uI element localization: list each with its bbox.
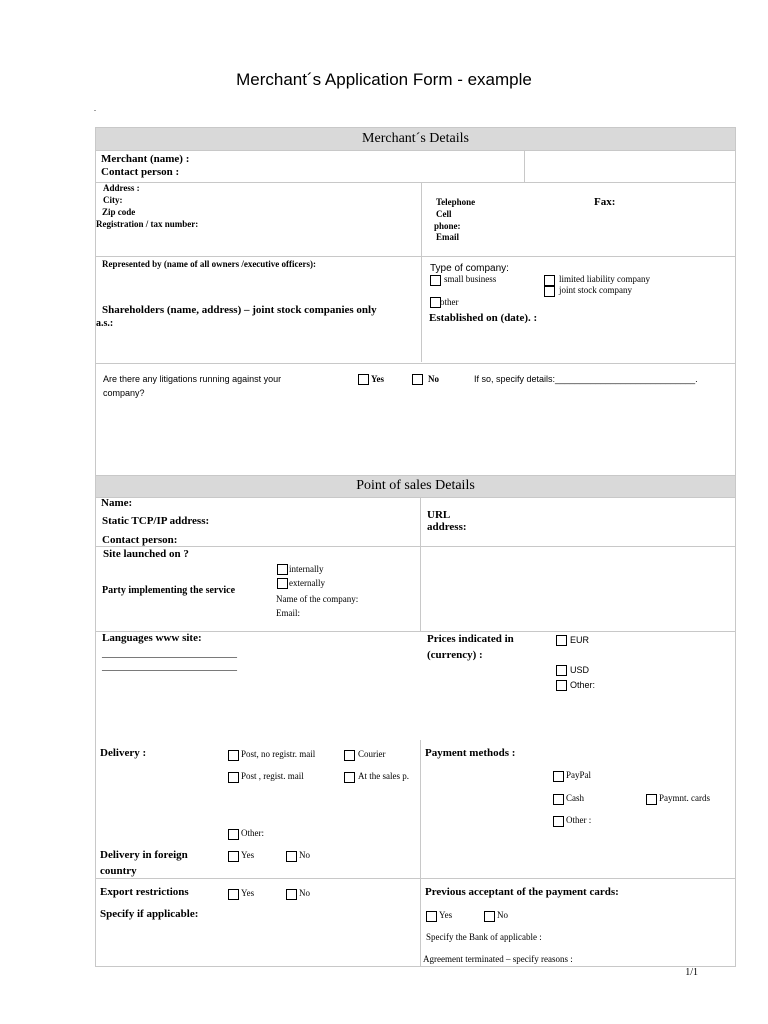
foreign-yes-checkbox[interactable] — [228, 851, 239, 862]
litigation-specify: If so, specify details:____________________________. — [474, 374, 698, 384]
litigation-yes-checkbox[interactable] — [358, 374, 369, 385]
paypal-label: PayPal — [566, 770, 592, 780]
page-title: Merchant´s Application Form - example — [236, 70, 532, 89]
small-business-checkbox[interactable] — [430, 275, 441, 286]
agreement-terminated-label: Agreement terminated – specify reasons : — [423, 954, 573, 964]
email-label: Email — [436, 232, 460, 242]
type-of-company-label: Type of company: — [430, 263, 509, 274]
delivery-label: Delivery : — [100, 747, 147, 759]
rule — [95, 467, 96, 967]
rule — [735, 467, 736, 967]
page-number: 1/1 — [685, 967, 698, 978]
jsc-label: joint stock company — [559, 285, 632, 295]
currency-label: (currency) : — [427, 649, 483, 661]
previous-no-checkbox[interactable] — [484, 911, 495, 922]
paypal-checkbox[interactable] — [553, 771, 564, 782]
previous-no-label: No — [497, 910, 508, 920]
foreign-no-checkbox[interactable] — [286, 851, 297, 862]
merchant-name-label: Merchant (name) : — [101, 153, 190, 165]
externally-checkbox[interactable] — [277, 578, 288, 589]
rule — [95, 475, 735, 476]
litigation-no-label: No — [428, 374, 439, 384]
cash-label: Cash — [566, 793, 584, 803]
rule — [95, 256, 735, 257]
litigation-yes-label: Yes — [371, 374, 384, 384]
cash-checkbox[interactable] — [553, 794, 564, 805]
small-business-label: small business — [444, 274, 497, 284]
rule — [421, 182, 422, 362]
export-no-checkbox[interactable] — [286, 889, 297, 900]
stray-dot: . — [94, 104, 96, 113]
site-launched-label: Site launched on ? — [103, 548, 189, 560]
cell-label: Cell — [436, 209, 452, 219]
foreign-yes-label: Yes — [241, 850, 255, 860]
static-ip-label: Static TCP/IP address: — [102, 515, 210, 527]
eur-label: EUR — [570, 635, 590, 645]
litigation-no-checkbox[interactable] — [412, 374, 423, 385]
previous-yes-checkbox[interactable] — [426, 911, 437, 922]
payment-methods-label: Payment methods : — [425, 747, 516, 759]
payment-other-checkbox[interactable] — [553, 816, 564, 827]
post-no-reg-label: Post, no registr. mail — [241, 749, 316, 759]
specify-bank-label: Specify the Bank of applicable : — [426, 932, 542, 942]
llc-label: limited liability company — [559, 274, 650, 284]
rule — [95, 546, 735, 547]
pos-contact-person-label: Contact person: — [102, 534, 178, 546]
telephone-label: Telephone — [436, 197, 476, 207]
prices-label: Prices indicated in — [427, 633, 514, 645]
delivery-other-label: Other: — [241, 828, 264, 838]
merchant-details-header: Merchant´s Details — [96, 128, 735, 150]
foreign-no-label: No — [299, 850, 310, 860]
rule — [420, 546, 421, 632]
url-label: URL — [427, 509, 451, 521]
languages-line-2: ___________________________ — [102, 661, 237, 672]
contact-person-label: Contact person : — [101, 166, 180, 178]
currency-other-checkbox[interactable] — [556, 680, 567, 691]
at-sales-label: At the sales p. — [358, 771, 409, 781]
rule — [95, 966, 735, 967]
languages-label: Languages www site: — [102, 632, 202, 644]
rule — [420, 740, 421, 967]
delivery-other-checkbox[interactable] — [228, 829, 239, 840]
previous-acceptant-label: Previous acceptant of the payment cards: — [425, 886, 619, 898]
rule — [524, 150, 525, 182]
courier-checkbox[interactable] — [344, 750, 355, 761]
at-sales-checkbox[interactable] — [344, 772, 355, 783]
externally-label: externally — [289, 578, 325, 588]
established-label: Established on (date). : — [429, 312, 538, 324]
litigation-question-2: company? — [103, 388, 145, 398]
payment-cards-checkbox[interactable] — [646, 794, 657, 805]
export-yes-label: Yes — [241, 888, 255, 898]
usd-label: USD — [570, 665, 590, 675]
currency-other-label: Other: — [570, 680, 596, 690]
company-name-label: Name of the company: — [276, 594, 359, 604]
rule — [95, 497, 735, 498]
phone-label: phone: — [434, 221, 461, 231]
llc-checkbox[interactable] — [544, 275, 555, 286]
post-reg-label: Post , regist. mail — [241, 771, 304, 781]
as-label: a.s.: — [96, 318, 114, 329]
rule — [95, 182, 735, 183]
usd-checkbox[interactable] — [556, 665, 567, 676]
impl-email-label: Email: — [276, 608, 300, 618]
city-label: City: — [103, 195, 123, 205]
eur-checkbox[interactable] — [556, 635, 567, 646]
registration-label: Registration / tax number: — [96, 219, 199, 229]
zip-label: Zip code — [102, 207, 136, 217]
internally-checkbox[interactable] — [277, 564, 288, 575]
rule — [95, 127, 96, 467]
previous-yes-label: Yes — [439, 910, 453, 920]
post-reg-checkbox[interactable] — [228, 772, 239, 783]
rule — [95, 150, 735, 151]
rule — [420, 497, 421, 546]
pos-name-label: Name: — [101, 497, 133, 509]
delivery-foreign-label: Delivery in foreign — [100, 849, 188, 861]
export-no-label: No — [299, 888, 310, 898]
languages-line-1: ___________________________ — [102, 648, 237, 659]
represented-by-label: Represented by (name of all owners /executive officers): — [102, 259, 317, 269]
rule — [95, 878, 735, 879]
specify-if-applicable-label: Specify if applicable: — [100, 908, 199, 920]
post-no-reg-checkbox[interactable] — [228, 750, 239, 761]
courier-label: Courier — [358, 749, 386, 759]
rule — [735, 127, 736, 467]
shareholders-label: Shareholders (name, address) – joint stock companies only — [102, 304, 377, 316]
jsc-checkbox[interactable] — [544, 286, 555, 297]
payment-cards-label: Paymnt. cards — [659, 793, 710, 803]
rule — [95, 363, 735, 364]
export-restrictions-label: Export restrictions — [100, 886, 189, 898]
url-address-label: address: — [427, 521, 467, 533]
payment-other-label: Other : — [566, 815, 592, 825]
delivery-foreign-label-2: country — [100, 865, 137, 877]
pos-details-header: Point of sales Details — [96, 475, 735, 497]
fax-label: Fax: — [594, 196, 616, 208]
address-label: Address : — [103, 183, 140, 193]
internally-label: internally — [289, 564, 324, 574]
export-yes-checkbox[interactable] — [228, 889, 239, 900]
other-company-label: other — [440, 297, 459, 307]
party-implementing-label: Party implementing the service — [102, 585, 236, 596]
litigation-question: Are there any litigations running against your — [103, 374, 282, 384]
